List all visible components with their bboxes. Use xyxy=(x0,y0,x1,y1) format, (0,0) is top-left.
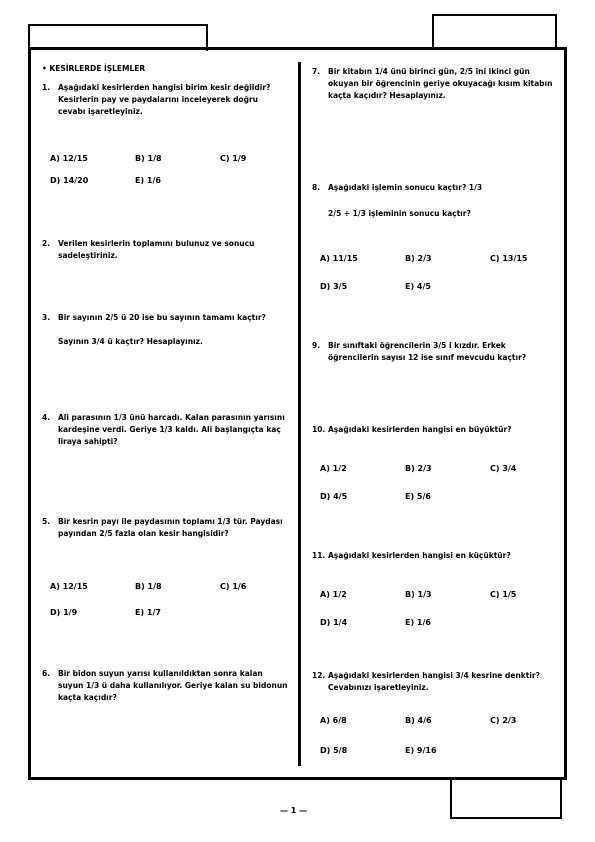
choice-b[interactable]: B) 2/3 xyxy=(405,464,432,473)
header-tab-right xyxy=(432,14,557,49)
question-text: Aşağıdaki kesirlerden hangisi en büyüktür? xyxy=(328,425,512,434)
choice-e[interactable]: E) 5/6 xyxy=(405,492,431,501)
choice-a[interactable]: A) 12/15 xyxy=(50,154,88,163)
question-text: Aşağıdaki kesirlerden hangisi birim kesir değildir? Kesirlerin pay ve paydalarını inceleyerek doğru cevabı işaretleyiniz. xyxy=(58,83,271,116)
choice-d[interactable]: D) 1/4 xyxy=(320,618,348,627)
choice-b[interactable]: B) 1/8 xyxy=(135,582,162,591)
choice-e[interactable]: E) 4/5 xyxy=(405,282,431,291)
question-number: 6. xyxy=(42,669,51,678)
choice-b[interactable]: B) 2/3 xyxy=(405,254,432,263)
choice-c[interactable]: C) 1/5 xyxy=(490,590,517,599)
question-number: 12. xyxy=(312,671,326,680)
choice-d[interactable]: D) 1/9 xyxy=(50,608,78,617)
choice-c[interactable]: C) 2/3 xyxy=(490,716,517,725)
choice-a[interactable]: A) 6/8 xyxy=(320,716,347,725)
choice-a[interactable]: A) 1/2 xyxy=(320,590,347,599)
question-text: Ali parasının 1/3 ünü harcadı. Kalan parasının yarısını kardeşine verdi. Geriye 1/3 kaldı. Ali başlangıçta kaç liraya sahipti? xyxy=(58,413,285,446)
question-text: Bir sayının 2/5 ü 20 ise bu sayının tamamı kaçtır? xyxy=(58,313,266,322)
choice-e[interactable]: E) 1/6 xyxy=(405,618,431,627)
question-number: 2. xyxy=(42,239,51,248)
question-text: Aşağıdaki kesirlerden hangisi 3/4 kesrine denktir? Cevabınızı işaretleyiniz. xyxy=(328,671,540,692)
question-number: 8. xyxy=(312,183,321,192)
choice-b[interactable]: B) 4/6 xyxy=(405,716,432,725)
choice-c[interactable]: C) 3/4 xyxy=(490,464,517,473)
question-number: 11. xyxy=(312,551,326,560)
question-text: Bir sınıftaki öğrencilerin 3/5 i kızdır. Erkek öğrencilerin sayısı 12 ise sınıf mevcudu kaçtır? xyxy=(328,341,527,362)
question-number: 5. xyxy=(42,517,51,526)
choice-a[interactable]: A) 12/15 xyxy=(50,582,88,591)
section-title: • KESİRLERDE İŞLEMLER xyxy=(42,64,146,73)
choice-a[interactable]: A) 11/15 xyxy=(320,254,358,263)
choice-c[interactable]: C) 1/9 xyxy=(220,154,247,163)
question-text: Bir kitabın 1/4 ünü birinci gün, 2/5 ini ikinci gün okuyan bir öğrencinin geriye okuyacağı kısım kitabın kaçta kaçıdır? Hesaplayınız. xyxy=(328,67,553,100)
choice-d[interactable]: D) 5/8 xyxy=(320,746,348,755)
question-number: 3. xyxy=(42,313,51,322)
choice-d[interactable]: D) 3/5 xyxy=(320,282,348,291)
question-number: 7. xyxy=(312,67,321,76)
choice-e[interactable]: E) 9/16 xyxy=(405,746,437,755)
choice-c[interactable]: C) 1/6 xyxy=(220,582,247,591)
question-number: 4. xyxy=(42,413,51,422)
question-text: Verilen kesirlerin toplamını bulunuz ve sonucu sadeleştiriniz. xyxy=(58,239,255,260)
question-text: Aşağıdaki işlemin sonucu kaçtır? 1/3 xyxy=(328,183,483,192)
choice-e[interactable]: E) 1/6 xyxy=(135,176,161,185)
choice-a[interactable]: A) 1/2 xyxy=(320,464,347,473)
question-extra: 2/5 + 1/3 işleminin sonucu kaçtır? xyxy=(328,209,471,218)
question-text: Bir kesrin payı ile paydasının toplamı 1/3 tür. Paydası payından 2/5 fazla olan kesir hangisidir? xyxy=(58,517,283,538)
question-number: 10. xyxy=(312,425,326,434)
question-text: Aşağıdaki kesirlerden hangisi en küçüktür? xyxy=(328,551,511,560)
question-extra: Sayının 3/4 ü kaçtır? Hesaplayınız. xyxy=(58,337,203,346)
choice-d[interactable]: D) 14/20 xyxy=(50,176,89,185)
choice-c[interactable]: C) 13/15 xyxy=(490,254,528,263)
choice-e[interactable]: E) 1/7 xyxy=(135,608,161,617)
choice-b[interactable]: B) 1/8 xyxy=(135,154,162,163)
page-number: — 1 — xyxy=(280,806,308,815)
question-number: 1. xyxy=(42,83,51,92)
choice-d[interactable]: D) 4/5 xyxy=(320,492,348,501)
column-divider xyxy=(298,62,301,766)
question-text: Bir bidon suyun yarısı kullanıldıktan sonra kalan suyun 1/3 ü daha kullanılıyor. Geriye kalan su bidonun kaçta kaçıdır? xyxy=(58,669,288,702)
question-number: 9. xyxy=(312,341,321,350)
choice-b[interactable]: B) 1/3 xyxy=(405,590,432,599)
footer-tab xyxy=(450,780,562,819)
